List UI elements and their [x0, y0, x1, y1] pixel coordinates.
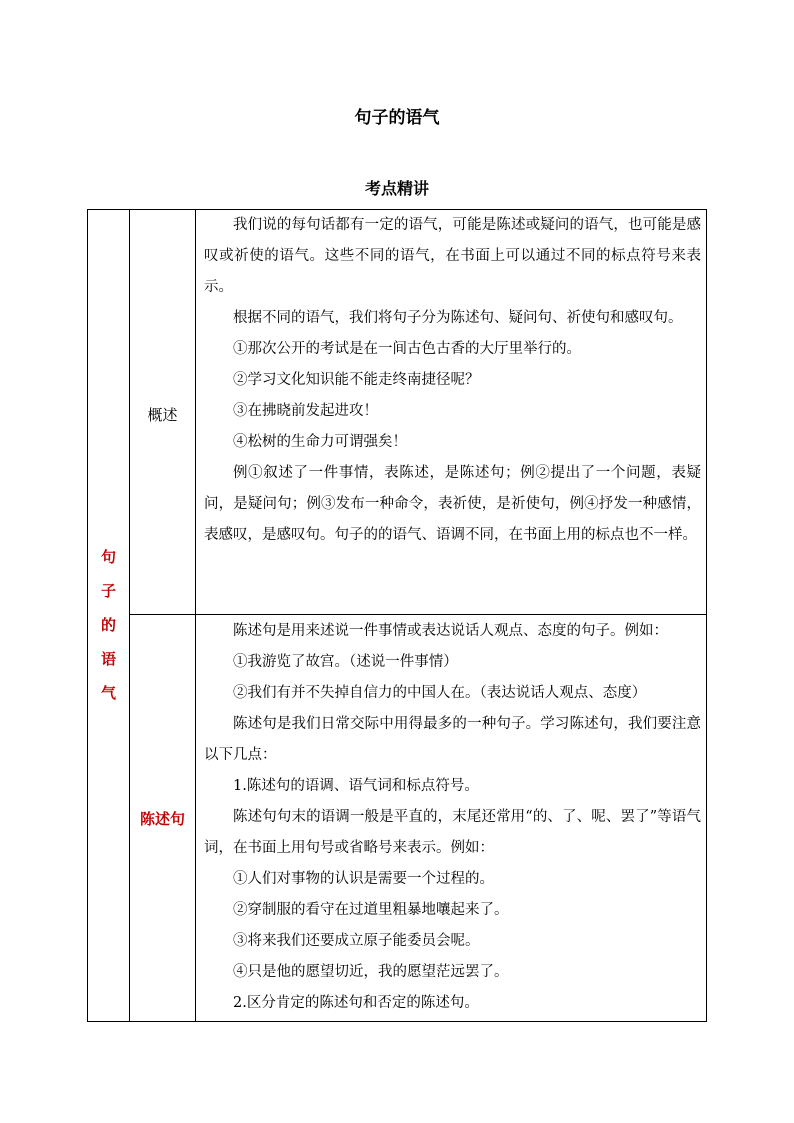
- example-sentence: ④只是他的愿望切近，我的愿望茫远罢了。: [233, 964, 509, 980]
- topic-char: 的: [100, 616, 116, 634]
- example-sentence: ①人们对事物的认识是需要一个过程的。: [233, 871, 494, 887]
- paragraph: 陈述句是用来述说一件事情或表达说话人观点、态度的句子。例如：: [233, 623, 668, 639]
- paragraph: 根据不同的语气，我们将句子分为陈述句、疑问句、祈使句和感叹句。: [233, 310, 683, 326]
- paragraph: 我们说的每句话都有一定的语气，可能是陈述或疑问的语气，也可能是感叹或祈使的语气。这些不同的语气，在书面上可以通过不同的标点符号来表示。: [204, 217, 701, 295]
- paragraph: 陈述句是我们日常交际中用得最多的一种句子。学习陈述句，我们要注意以下几点：: [204, 716, 701, 763]
- paragraph: 陈述句句末的语调一般是平直的，末尾还常用“的、了、呢、罢了”等语气词，在书面上用句号或省略号来表示。例如：: [204, 809, 701, 856]
- example-sentence: ③将来我们还要成立原子能委员会呢。: [233, 933, 480, 949]
- content-table: [87, 209, 707, 1022]
- example-sentence: ②穿制服的看守在过道里粗暴地嚷起来了。: [233, 902, 509, 918]
- topic-char: 句: [100, 548, 116, 566]
- section-heading: 考点精讲: [364, 179, 429, 198]
- column-divider: [129, 210, 130, 1021]
- topic-label-vertical: [88, 540, 129, 710]
- example-sentence: ①我游览了故宫。（述说一件事情）: [233, 654, 458, 670]
- topic-char: 子: [100, 582, 116, 600]
- topic-char: 语: [100, 650, 116, 668]
- example-sentence: ②学习文化知识能不能走终南捷径呢？: [233, 372, 480, 388]
- row-label-declarative: 陈述句: [139, 810, 185, 828]
- page-title: 句子的语气: [354, 108, 440, 128]
- example-sentence: ①那次公开的考试是在一间古色古香的大厅里举行的。: [233, 341, 581, 357]
- overview-content: [204, 210, 701, 551]
- example-sentence: ②我们有并不失掉自信力的中国人在。（表达说话人观点、态度）: [233, 685, 647, 701]
- row-label-overview: 概述: [147, 406, 178, 424]
- row-divider: [129, 614, 706, 615]
- paragraph: 例①叙述了一件事情，表陈述，是陈述句；例②提出了一个问题，表疑问，是疑问句；例③发布一种命令，表祈使，是祈使句，例④抒发一种感情，表感叹，是感叹句。句子的的语气、语调不同，在书面上用的标点也不一样。: [204, 465, 701, 543]
- declarative-content: [204, 616, 701, 1019]
- example-sentence: ③在拂晓前发起进攻！: [233, 403, 378, 419]
- point-heading: 2.区分肯定的陈述句和否定的陈述句。: [233, 995, 479, 1011]
- column-divider: [195, 210, 196, 1021]
- point-heading: 1.陈述句的语调、语气词和标点符号。: [233, 778, 479, 794]
- example-sentence: ④松树的生命力可谓强矣！: [233, 434, 407, 450]
- topic-char: 气: [100, 684, 116, 702]
